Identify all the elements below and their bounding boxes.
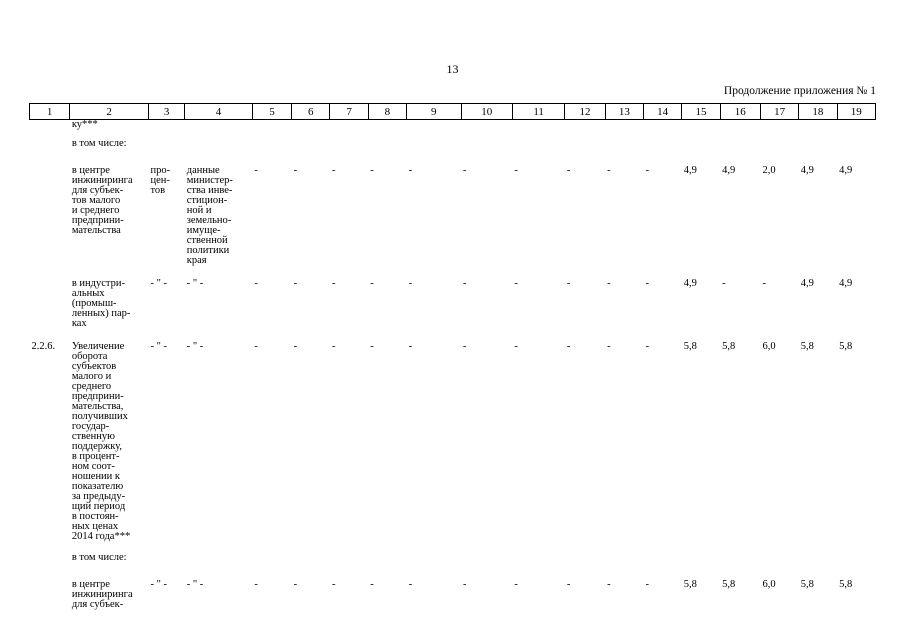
value-col-16: 4,9: [722, 165, 736, 176]
row-number: [30, 132, 70, 157]
value-col-6: -: [293, 579, 298, 590]
subheading-row: [30, 132, 876, 157]
column-header-10: 10: [461, 104, 512, 120]
value-col-8: -: [370, 341, 374, 352]
value-col-19: 4,9: [839, 278, 853, 289]
value-col-17: 2,0: [762, 165, 776, 176]
row-number: [30, 546, 70, 571]
column-header-6: 6: [292, 104, 330, 120]
unit-of-measure: - " -: [150, 341, 167, 352]
value-col-18: 5,8: [800, 579, 814, 590]
value-col-12: -: [566, 278, 571, 289]
value-col-10: -: [463, 278, 467, 289]
column-header-11: 11: [512, 104, 564, 120]
value-col-9: -: [408, 341, 413, 352]
value-col-13: -: [607, 278, 611, 289]
value-col-10: -: [463, 165, 467, 176]
column-header-13: 13: [605, 104, 643, 120]
value-col-5: -: [254, 278, 258, 289]
indicator-table: [29, 103, 876, 614]
value-col-7: -: [331, 579, 336, 590]
value-col-17: -: [762, 278, 766, 289]
value-col-14: -: [645, 341, 649, 352]
column-header-8: 8: [368, 104, 406, 120]
data-source: данные министер- ства инве- стицион- ной и земельно- имуще- ственной политики края: [186, 165, 233, 266]
value-col-16: 5,8: [722, 579, 736, 590]
value-col-13: -: [607, 579, 611, 590]
row-number: [30, 270, 70, 333]
value-col-15: 5,8: [683, 579, 697, 590]
subheading-text: в том числе:: [71, 552, 127, 563]
value-col-16: -: [722, 278, 726, 289]
value-col-15: 4,9: [683, 165, 697, 176]
value-col-17: 6,0: [762, 579, 776, 590]
indicator-name: в индустри- альных (промыш- ленных) пар- ках: [71, 278, 131, 329]
row-number: [30, 571, 70, 614]
value-col-15: 4,9: [683, 278, 697, 289]
value-col-11: -: [514, 278, 518, 289]
value-col-17: 6,0: [762, 341, 776, 352]
value-col-10: -: [463, 579, 467, 590]
value-col-16: 5,8: [722, 341, 736, 352]
value-col-12: -: [566, 579, 571, 590]
value-col-8: -: [370, 165, 374, 176]
value-col-9: -: [408, 278, 413, 289]
page-number: 13: [446, 62, 459, 76]
indicator-name: в центре инжиниринга для субъек-: [71, 579, 133, 610]
value-col-14: -: [645, 579, 649, 590]
value-col-12: -: [566, 165, 571, 176]
table-row: [30, 270, 876, 333]
column-header-9: 9: [407, 104, 461, 120]
table-row: [30, 333, 876, 546]
data-source: - " -: [186, 579, 204, 590]
value-col-8: -: [370, 579, 374, 590]
carry-over-text: ку***: [71, 119, 98, 130]
empty-cells: [252, 546, 875, 571]
value-col-6: -: [293, 165, 298, 176]
value-col-10: -: [463, 341, 467, 352]
subheading-row: [30, 546, 876, 571]
header-row: [30, 104, 876, 120]
value-col-7: -: [331, 165, 336, 176]
column-header-12: 12: [565, 104, 605, 120]
value-col-11: -: [514, 579, 518, 590]
value-col-11: -: [514, 165, 518, 176]
indicator-name: Увеличение оборота субъектов малого и среднего предприни- мательства, получивших государ- ственную поддержку, в процент- ном соот- ношении к показателю за предыду- щий период в постоян- ных ценах 2014 года***: [71, 341, 131, 542]
value-col-19: 4,9: [839, 165, 853, 176]
value-col-7: -: [331, 341, 336, 352]
value-col-19: 5,8: [839, 579, 853, 590]
value-col-8: -: [370, 278, 374, 289]
unit-of-measure: про- цен- тов: [150, 165, 171, 196]
column-header-18: 18: [799, 104, 837, 120]
value-col-18: 4,9: [800, 278, 814, 289]
value-col-9: -: [408, 579, 413, 590]
column-header-1: 1: [30, 104, 70, 120]
column-header-16: 16: [720, 104, 760, 120]
carry-over-row: [30, 120, 876, 133]
column-header-3: 3: [148, 104, 184, 120]
continuation-label: Продолжение приложения № 1: [723, 85, 876, 97]
column-header-15: 15: [682, 104, 720, 120]
value-col-14: -: [645, 278, 649, 289]
value-col-9: -: [408, 165, 413, 176]
value-col-12: -: [566, 341, 571, 352]
value-col-13: -: [607, 165, 611, 176]
value-col-14: -: [645, 165, 649, 176]
unit-of-measure: - " -: [150, 579, 167, 590]
column-header-2: 2: [70, 104, 149, 120]
subheading-text: в том числе:: [71, 138, 127, 149]
indicator-name: в центре инжиниринга для субъек- тов малого и среднего предприни- мательства: [71, 165, 133, 236]
column-header-14: 14: [643, 104, 681, 120]
value-col-7: -: [331, 278, 336, 289]
value-col-5: -: [254, 341, 258, 352]
row-number: 2.2.6.: [31, 341, 56, 352]
column-header-5: 5: [252, 104, 291, 120]
value-col-6: -: [293, 341, 298, 352]
value-col-5: -: [254, 165, 258, 176]
value-col-13: -: [607, 341, 611, 352]
value-col-5: -: [254, 579, 258, 590]
column-header-19: 19: [837, 104, 875, 120]
value-col-6: -: [293, 278, 298, 289]
table-row: [30, 157, 876, 270]
empty-cells: [252, 132, 875, 157]
column-header-17: 17: [760, 104, 798, 120]
table-row: [30, 571, 876, 614]
value-col-15: 5,8: [683, 341, 697, 352]
data-source: - " -: [186, 278, 204, 289]
column-header-4: 4: [185, 104, 253, 120]
data-source: - " -: [186, 341, 204, 352]
value-col-11: -: [514, 341, 518, 352]
value-col-18: 4,9: [800, 165, 814, 176]
row-number: [30, 157, 70, 270]
unit-of-measure: - " -: [150, 278, 167, 289]
value-col-19: 5,8: [839, 341, 853, 352]
value-col-18: 5,8: [800, 341, 814, 352]
column-header-7: 7: [330, 104, 368, 120]
